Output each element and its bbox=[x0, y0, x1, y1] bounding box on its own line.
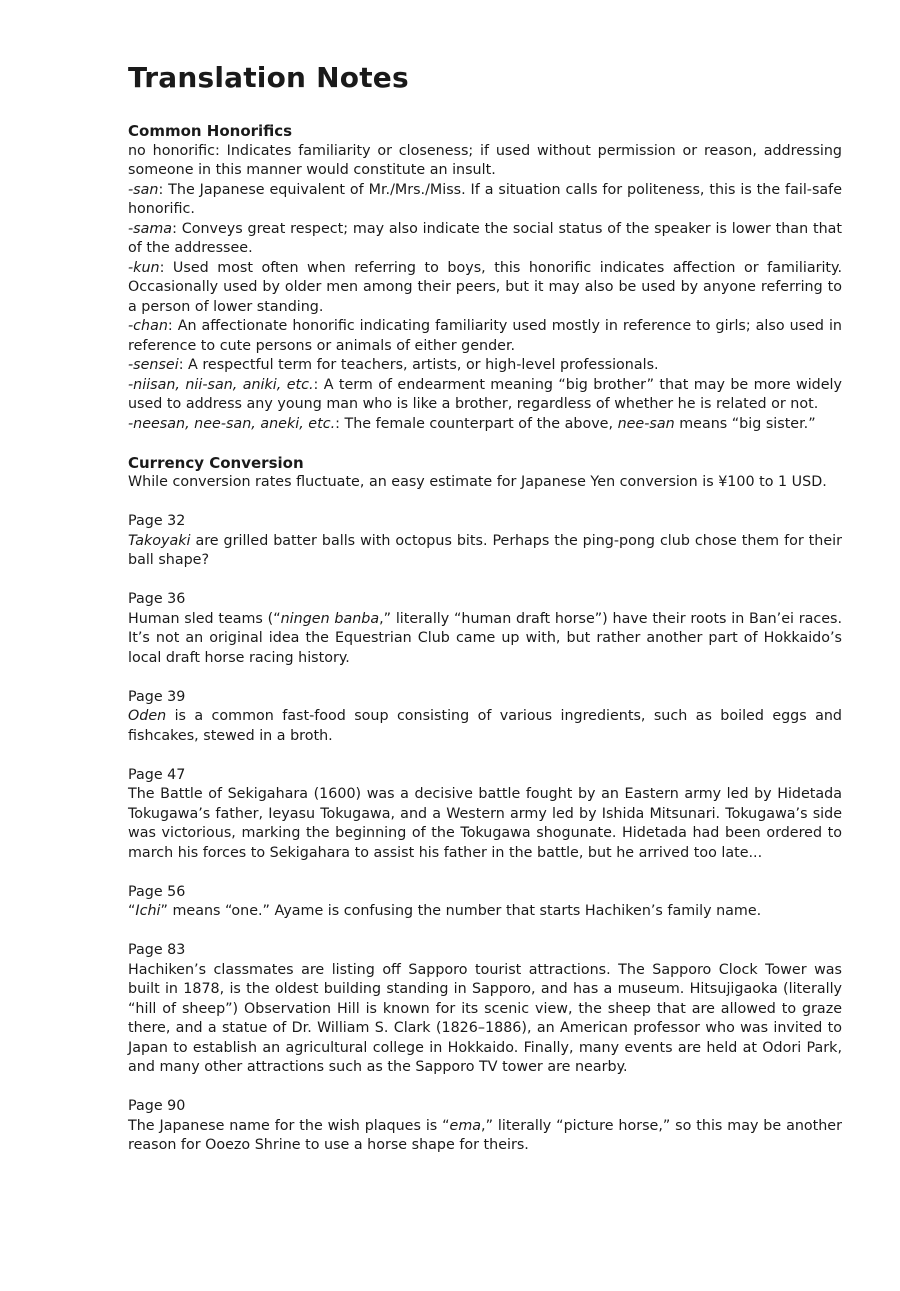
honorific-definition: : A respectful term for teachers, artists, or high-level professionals. bbox=[178, 357, 659, 373]
honorific-definition: no honorific: Indicates familiarity or closeness; if used without permission or reason, addressing someone in this manner would constitute an insult. bbox=[128, 142, 842, 178]
honorific-entry-kun bbox=[128, 259, 842, 318]
honorific-definition: : The Japanese equivalent of Mr./Mrs./Miss. If a situation calls for politeness, this is the fail-safe honorific. bbox=[128, 181, 842, 217]
honorific-entry-sensei bbox=[128, 356, 842, 376]
note-page-36 bbox=[128, 590, 842, 668]
note-text-pre: “ bbox=[128, 903, 136, 919]
honorific-definition: : A term of endearment meaning “big brother” that may be more widely used to address any young man who is like a brother, regardless of whether he is related or not. bbox=[128, 376, 842, 412]
note-page-label: Page 32 bbox=[128, 513, 186, 529]
note-term: ema bbox=[449, 1117, 482, 1134]
currency-text: While conversion rates fluctuate, an easy estimate for Japanese Yen conversion is ¥100 to 1 USD. bbox=[128, 474, 827, 490]
note-page-label: Page 39 bbox=[128, 688, 186, 705]
note-term: ningen banba bbox=[280, 610, 380, 627]
note-text-pre: Hachiken’s classmates are listing off Sapporo tourist attractions. The Sapporo Clock Tower was built in 1878, is the oldest building standing in Sapporo, and has a museum. Hitsujigaoka (literally “hill of sheep”) Observation Hill is known for its scenic view, the sheep that are allowed to graze there, and a statue of Dr. William S. Clark (1826–1886), an American professor who was invited to Japan to establish an agricultural college in Hokkaido. Finally, many events are held at Odori Park, and many other attractions such as the Sapporo TV tower are nearby. bbox=[128, 961, 842, 1075]
currency-heading: Currency Conversion bbox=[128, 453, 304, 472]
honorific-entry-chan bbox=[128, 317, 842, 356]
note-page-83 bbox=[128, 941, 842, 1078]
note-text bbox=[128, 532, 842, 571]
honorific-term-inline: nee-san bbox=[617, 415, 675, 432]
honorific-entry-neesan bbox=[128, 415, 842, 435]
honorific-term: -sensei bbox=[128, 357, 179, 373]
note-text-post: are grilled batter balls with octopus bits. Perhaps the ping-pong club chose them for their ball shape? bbox=[128, 532, 842, 568]
note-page-label: Page 47 bbox=[128, 766, 186, 783]
note-text-pre: The Japanese name for the wish plaques is “ bbox=[128, 1117, 450, 1134]
honorific-definition-tail: means “big sister.” bbox=[674, 415, 816, 432]
honorific-entry-niisan bbox=[128, 376, 842, 415]
document-page bbox=[128, 60, 842, 1156]
note-text-post: ,” literally “picture horse,” so this may be another reason for Ooezo Shrine to use a horse shape for theirs. bbox=[128, 1117, 842, 1153]
note-text-post: ” means “one.” Ayame is confusing the number that starts Hachiken’s family name. bbox=[160, 903, 762, 919]
note-page-39 bbox=[128, 688, 842, 747]
honorific-term: -kun bbox=[128, 259, 160, 276]
honorific-term: -san bbox=[128, 181, 159, 198]
note-text bbox=[128, 902, 842, 922]
honorific-definition: : Conveys great respect; may also indicate the social status of the speaker is lower than that of the addressee. bbox=[128, 220, 842, 256]
note-text bbox=[128, 1117, 842, 1156]
note-term: Oden bbox=[128, 708, 167, 724]
note-text bbox=[128, 961, 842, 1078]
honorific-definition: : The female counterpart of the above, bbox=[335, 415, 618, 432]
page-title: Translation Notes bbox=[128, 61, 409, 94]
note-page-90 bbox=[128, 1097, 842, 1156]
honorific-entry-san bbox=[128, 181, 842, 220]
note-page-label: Page 90 bbox=[128, 1098, 186, 1114]
note-page-label: Page 36 bbox=[128, 591, 186, 607]
note-text-post: ,” literally “human draft horse”) have their roots in Ban’ei races. It’s not an original idea the Equestrian Club came up with, but rather another part of Hokkaido’s local draft horse racing history. bbox=[128, 610, 843, 666]
honorific-definition: : An affectionate honorific indicating familiarity used mostly in reference to girls; also used in reference to cute persons or animals of either gender. bbox=[128, 318, 842, 354]
note-term: Takoyaki bbox=[128, 532, 191, 549]
note-page-47 bbox=[128, 766, 842, 864]
currency-section bbox=[128, 454, 842, 493]
note-page-56 bbox=[128, 883, 842, 922]
note-text bbox=[128, 707, 842, 746]
note-page-label: Page 56 bbox=[128, 883, 186, 900]
note-text bbox=[128, 610, 842, 669]
note-page-label: Page 83 bbox=[128, 942, 186, 958]
honorific-term: -niisan, nii-san, aniki, etc. bbox=[128, 376, 314, 393]
honorifics-heading: Common Honorifics bbox=[128, 122, 293, 140]
honorific-term: -neesan, nee-san, aneki, etc. bbox=[128, 415, 336, 432]
honorific-entry-none bbox=[128, 142, 842, 181]
note-text-pre: The Battle of Sekigahara (1600) was a decisive battle fought by an Eastern army led by Hidetada Tokugawa’s father, Ieyasu Tokugawa, and a Western army led by Ishida Mitsunari. Tokugawa’s side was victorious, marking the beginning of the Tokugawa shogunate. Hidetada had been ordered to march his forces to Sekigahara to assist his father in the battle, but he arrived too late... bbox=[128, 786, 842, 861]
note-page-32 bbox=[128, 512, 842, 571]
note-text-post: is a common fast-food soup consisting of various ingredients, such as boiled eggs and fishcakes, stewed in a broth. bbox=[128, 708, 842, 744]
note-text-pre: Human sled teams (“ bbox=[128, 610, 281, 627]
honorific-definition: : Used most often when referring to boys, this honorific indicates affection or familiarity. Occasionally used by older men among their peers, but it may also be used by anyone referring to a person of lower standing. bbox=[128, 259, 842, 315]
honorifics-section bbox=[128, 122, 842, 434]
honorific-term: -sama bbox=[128, 220, 173, 237]
honorific-term: -chan bbox=[128, 318, 168, 334]
honorific-entry-sama bbox=[128, 220, 842, 259]
note-text bbox=[128, 785, 842, 863]
note-term: Ichi bbox=[135, 903, 161, 919]
